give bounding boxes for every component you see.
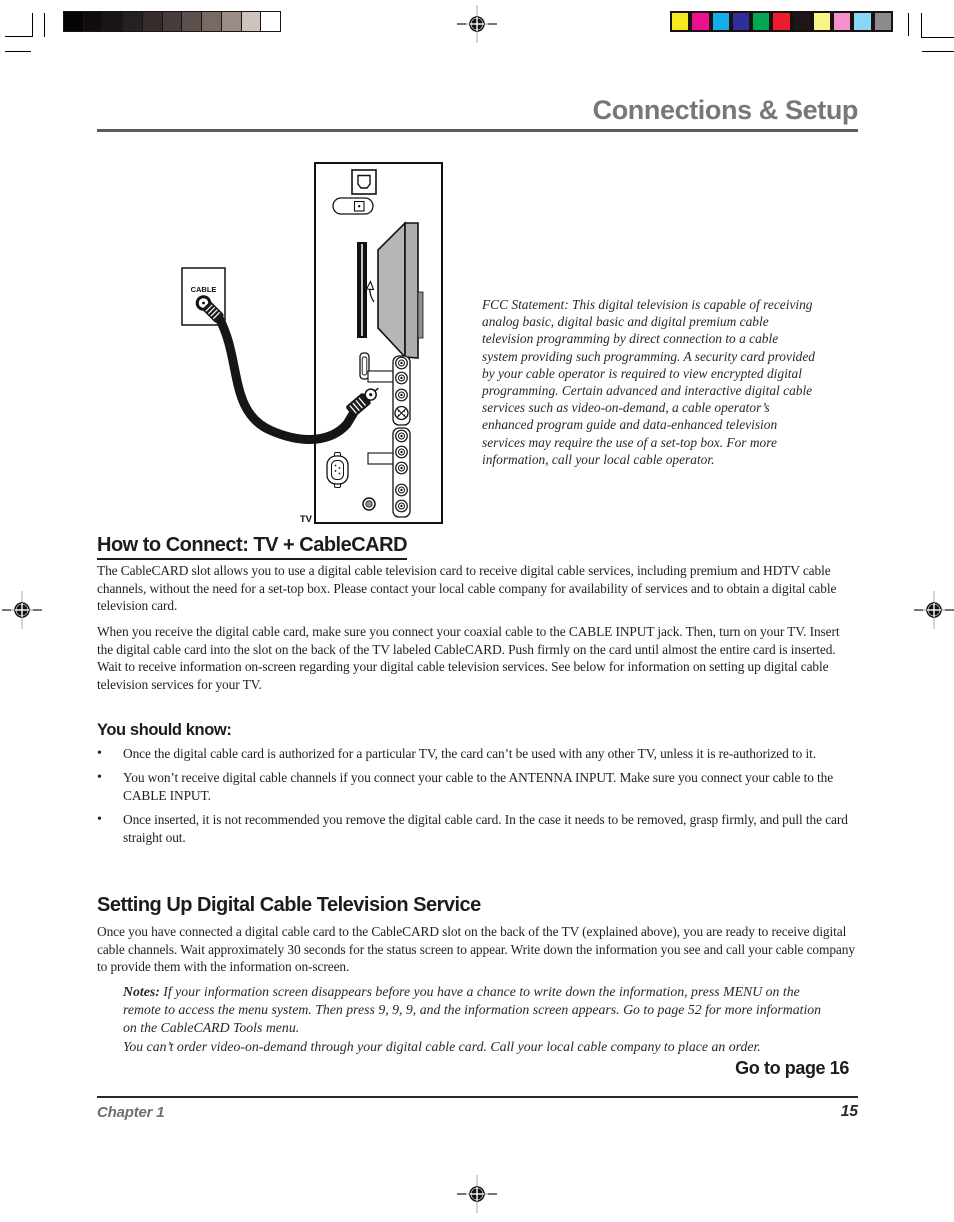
bullet-item [97,745,858,762]
bullet-text: You won’t receive digital cable channels if you connect your cable to the ANTENNA INPUT. Make sure you connect your cable to the CABLE INPUT. [123,770,834,803]
crop-mark [921,13,922,38]
rca-jack-icon [396,500,408,512]
crop-mark [5,51,31,52]
tv-label: TV [299,514,312,525]
optical-port-icon [352,170,376,194]
notes-paragraph-2: You can’t order video-on-demand through your digital cable card. Call your local cable company to place an order. [123,1039,761,1054]
fcc-statement: FCC Statement: This digital television is capable of receiving analog basic, digital basic and digital premium cable television programming by direct connection to a cable system providing such programming. A security card provided by your cable operator is required to view encrypted digital programming. Certain advanced and interactive digital cable services such as video-on-demand, a cable operator’s enhanced program guide and data-enhanced television services may require the use of a set-top box. For more information, call your local cable operator. [482,297,815,467]
cablecard-slot [357,242,367,338]
bullet-text: Once inserted, it is not recommended you remove the digital cable card. In the case it needs to be removed, grasp firmly, and pull the card straight out. [123,812,848,845]
rca-jack-icon [396,357,408,369]
calibration-swatch [123,12,142,31]
av-port-icon [333,198,373,214]
crop-mark [908,13,909,36]
paragraph-cablecard-slot: The CableCARD slot allows you to use a digital cable television card to receive digital cable services, including premium and HDTV cable channels, without the need for a set-top box. Please contact your local cable company for availability of services and to obtain a digital cable television card. [97,563,837,614]
jack-label-tab [368,453,395,464]
page-number: 15 [840,1103,858,1120]
bullet-marker: • [97,770,102,786]
vga-port-icon [327,453,348,488]
paragraph-setting-up: Once you have connected a digital cable card to the CableCARD slot on the back of the TV (explained above), you are ready to receive digital cable channels. Wait approximately 30 seconds for the status screen to appear. Write down the information you see and call your cable company to provide them with the information on-screen. [97,924,855,975]
bullet-marker: • [97,746,102,761]
color-calibration-bar [670,11,893,32]
calibration-swatch [202,12,221,31]
crop-mark [5,36,32,37]
calibration-swatch [84,12,103,31]
coax-jack-icon [363,498,375,510]
section-heading-how-to-connect: How to Connect: TV + CableCARD [97,533,407,560]
calibration-swatch [814,13,830,30]
grayscale-calibration-bar [63,11,281,32]
calibration-swatch [222,12,241,31]
registration-mark-icon [455,2,499,46]
registration-mark-icon [0,588,44,632]
registration-mark-icon [455,1172,499,1216]
notes-label: Notes: [123,984,160,999]
calibration-swatch [143,12,162,31]
calibration-swatch [834,13,850,30]
bullet-list [97,745,858,853]
rca-jack-icon [396,462,408,474]
svideo-port-icon [395,407,408,420]
calibration-swatch [854,13,870,30]
crop-mark [44,13,45,37]
paragraph-receive-card: When you receive the digital cable card, make sure you connect your coaxial cable to the CABLE INPUT jack. Then, turn on your TV. Insert the digital cable card into the slot on the back of the TV labeled CableCARD. Push firmly on the card until almost the entire card is inserted. Wait to receive information on-screen regarding your digital cable television services. See below for information on setting up digital cable television services for your TV. [97,624,840,692]
calibration-swatch [261,12,280,31]
calibration-swatch [794,13,810,30]
you-should-know-heading: You should know: [97,721,232,739]
setting-up-heading: Setting Up Digital Cable Television Service [97,894,481,916]
notes-text: If your information screen disappears before you have a chance to write down the information, press MENU on the remote to access the menu system. Then press 9, 9, 9, and the information screen appears. Go to page 52 for more information on the CableCARD Tools menu. [123,984,822,1035]
rca-jack-icon [396,430,408,442]
notes-paragraph [123,983,823,1037]
calibration-swatch [692,13,708,30]
crop-mark [32,13,33,37]
bullet-item [97,811,858,846]
rca-jack-icon [396,372,408,384]
title-rule [97,129,858,132]
calibration-swatch [713,13,729,30]
cable-label: CABLE [190,285,217,294]
calibration-swatch [753,13,769,30]
chapter-label: Chapter 1 [97,1104,165,1121]
page-title: Connections & Setup [592,95,858,125]
calibration-swatch [182,12,201,31]
calibration-swatch [163,12,182,31]
bullet-marker: • [97,812,102,828]
calibration-swatch [103,12,122,31]
calibration-swatch [875,13,891,30]
rca-jack-icon [396,484,408,496]
bullet-item [97,769,858,804]
calibration-swatch [242,12,261,31]
crop-mark [921,37,954,38]
bullet-text: Once the digital cable card is authorized for a particular TV, the card can’t be used with any other TV, unless it is re-authorized to it. [123,746,816,761]
rca-jack-icon [396,389,408,401]
calibration-swatch [773,13,789,30]
crop-mark [922,51,954,52]
footer-rule [97,1096,858,1098]
calibration-swatch [64,12,83,31]
rca-jack-group [393,428,410,517]
rca-jack-icon [396,446,408,458]
calibration-swatch [733,13,749,30]
tv-cablecard-diagram [150,155,460,533]
registration-mark-icon [912,588,954,632]
jack-label-tab [368,371,395,382]
go-to-page-label: Go to page 16 [735,1058,849,1078]
calibration-swatch [672,13,688,30]
rca-jack-group [393,356,410,425]
